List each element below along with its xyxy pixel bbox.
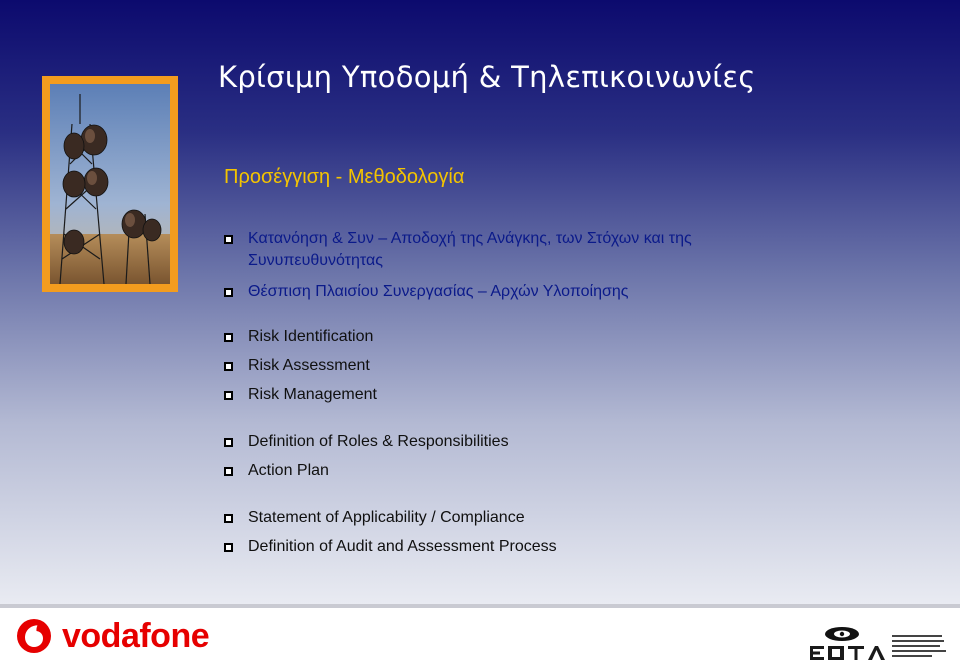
- antenna-tower-icon: [50, 84, 170, 284]
- bullet-item: [224, 384, 377, 406]
- square-bullet-icon: [224, 391, 233, 400]
- square-bullet-icon: [224, 288, 233, 297]
- bullet-text: Κατανόηση & Συν – Αποδοχή της Ανάγκης, των Στόχων και της: [248, 230, 692, 247]
- slide-subtitle: Προσέγγιση - Μεθοδολογία: [224, 166, 465, 188]
- bullet-text: Risk Identification: [248, 328, 374, 345]
- square-bullet-icon: [224, 362, 233, 371]
- bullet-text: Risk Assessment: [248, 357, 370, 374]
- bullet-text: Definition of Roles & Responsibilities: [248, 433, 509, 450]
- bullet-item: [224, 431, 509, 453]
- bullet-item: [224, 281, 628, 303]
- footer: [0, 608, 960, 662]
- bullet-text: Action Plan: [248, 462, 329, 479]
- antenna-tower-photo: [42, 76, 178, 292]
- bullet-text: Θέσπιση Πλαισίου Συνεργασίας – Αρχών Υλοποίησης: [248, 283, 629, 300]
- vodafone-wordmark: vodafone: [62, 617, 210, 655]
- square-bullet-icon: [224, 543, 233, 552]
- square-bullet-icon: [224, 438, 233, 447]
- square-bullet-icon: [224, 333, 233, 342]
- vodafone-logo: [16, 618, 209, 654]
- bullet-item: [224, 355, 370, 377]
- eeta-logo-icon: [808, 622, 948, 662]
- bullet-item: [224, 507, 525, 529]
- square-bullet-icon: [224, 467, 233, 476]
- bullet-text: Risk Management: [248, 386, 377, 403]
- square-bullet-icon: [224, 235, 233, 244]
- bullet-text: Statement of Applicability / Compliance: [248, 509, 525, 526]
- slide-title: Κρίσιμη Υποδομή & Τηλεπικοινωνίες: [218, 60, 756, 94]
- bullet-text: Συνυπευθυνότητας: [248, 252, 383, 269]
- vodafone-speechmark-icon: [16, 618, 52, 654]
- bullet-item: [224, 460, 329, 482]
- bullet-item: [224, 228, 692, 272]
- square-bullet-icon: [224, 514, 233, 523]
- bullet-text: Definition of Audit and Assessment Process: [248, 538, 557, 555]
- bullet-item: [224, 536, 557, 558]
- bullet-item: [224, 326, 373, 348]
